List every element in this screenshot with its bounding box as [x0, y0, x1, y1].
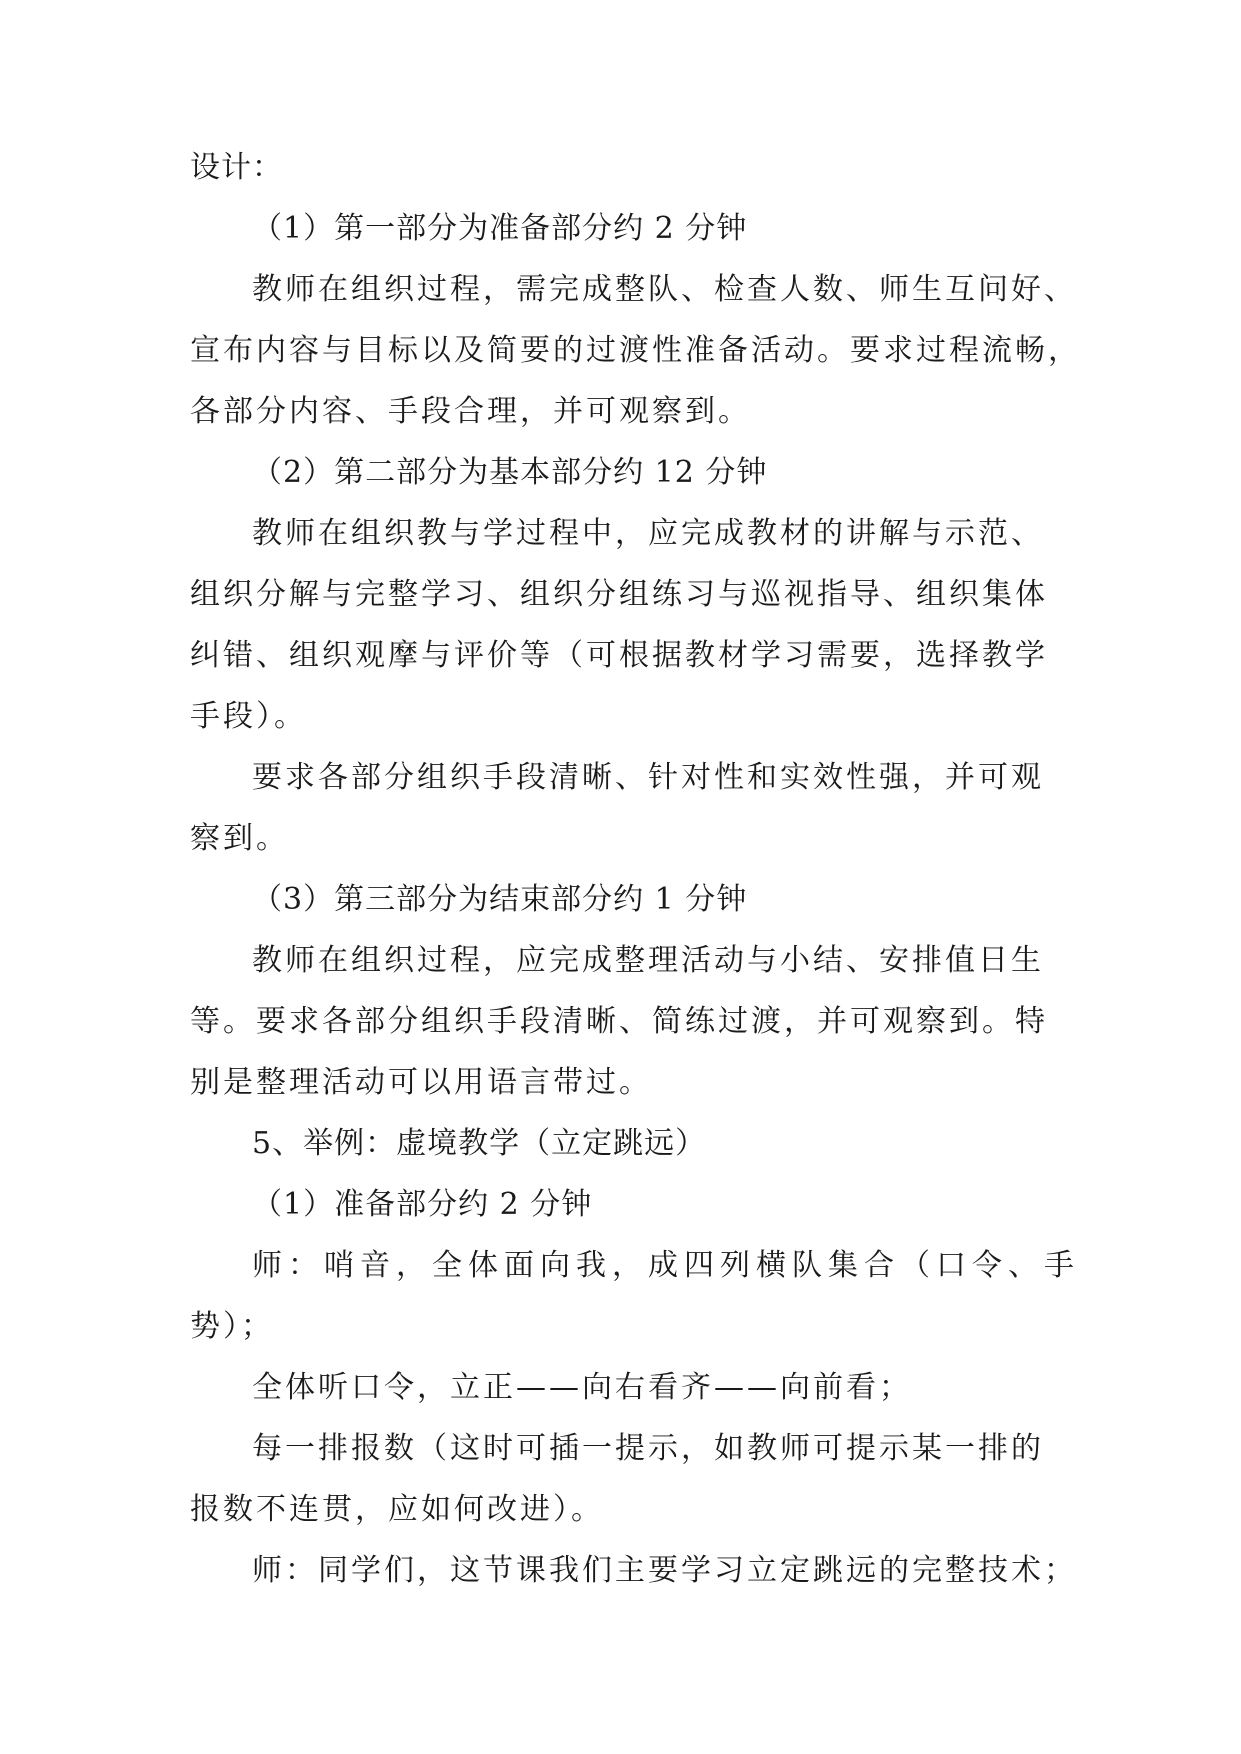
text-line: 组织分解与完整学习、组织分组练习与巡视指导、组织集体 — [190, 577, 1048, 612]
text-line: 手段）。 — [190, 699, 307, 734]
section-heading: 5、举例：虚境教学（立定跳远） — [252, 1126, 707, 1161]
text-line: 师：同学们，这节课我们主要学习立定跳远的完整技术； — [252, 1553, 1077, 1588]
text-line: 察到。 — [190, 821, 289, 856]
section-heading: （1）准备部分约 2 分钟 — [252, 1187, 593, 1222]
text-line: 各部分内容、手段合理，并可观察到。 — [190, 394, 751, 429]
section-heading: （2）第二部分为基本部分约 12 分钟 — [252, 455, 768, 490]
text-line: 别是整理活动可以用语言带过。 — [190, 1065, 652, 1100]
section-heading: （1）第一部分为准备部分约 2 分钟 — [252, 211, 748, 246]
section-heading: （3）第三部分为结束部分约 1 分钟 — [252, 882, 748, 917]
text-line: 教师在组织过程，应完成整理活动与小结、安排值日生 — [252, 943, 1044, 978]
text-line: 报数不连贯，应如何改进）。 — [190, 1492, 604, 1527]
text-line: 纠错、组织观摩与评价等（可根据教材学习需要，选择教学 — [190, 638, 1048, 673]
text-line: 势）； — [190, 1309, 274, 1344]
text-line: 师：哨音，全体面向我，成四列横队集合（口令、手 — [252, 1248, 1080, 1283]
text-line: 等。要求各部分组织手段清晰、简练过渡，并可观察到。特 — [190, 1004, 1048, 1039]
text-line: 宣布内容与目标以及简要的过渡性准备活动。要求过程流畅， — [190, 333, 1081, 368]
text-line: 教师在组织教与学过程中，应完成教材的讲解与示范、 — [252, 516, 1044, 551]
text-line: 要求各部分组织手段清晰、针对性和实效性强，并可观 — [252, 760, 1044, 795]
text-line: 全体听口令，立正——向右看齐——向前看； — [252, 1370, 912, 1405]
text-line: 每一排报数（这时可插一提示，如教师可提示某一排的 — [252, 1431, 1044, 1466]
text-line: 设计： — [190, 150, 283, 185]
text-line: 教师在组织过程，需完成整队、检查人数、师生互问好、 — [252, 272, 1077, 307]
